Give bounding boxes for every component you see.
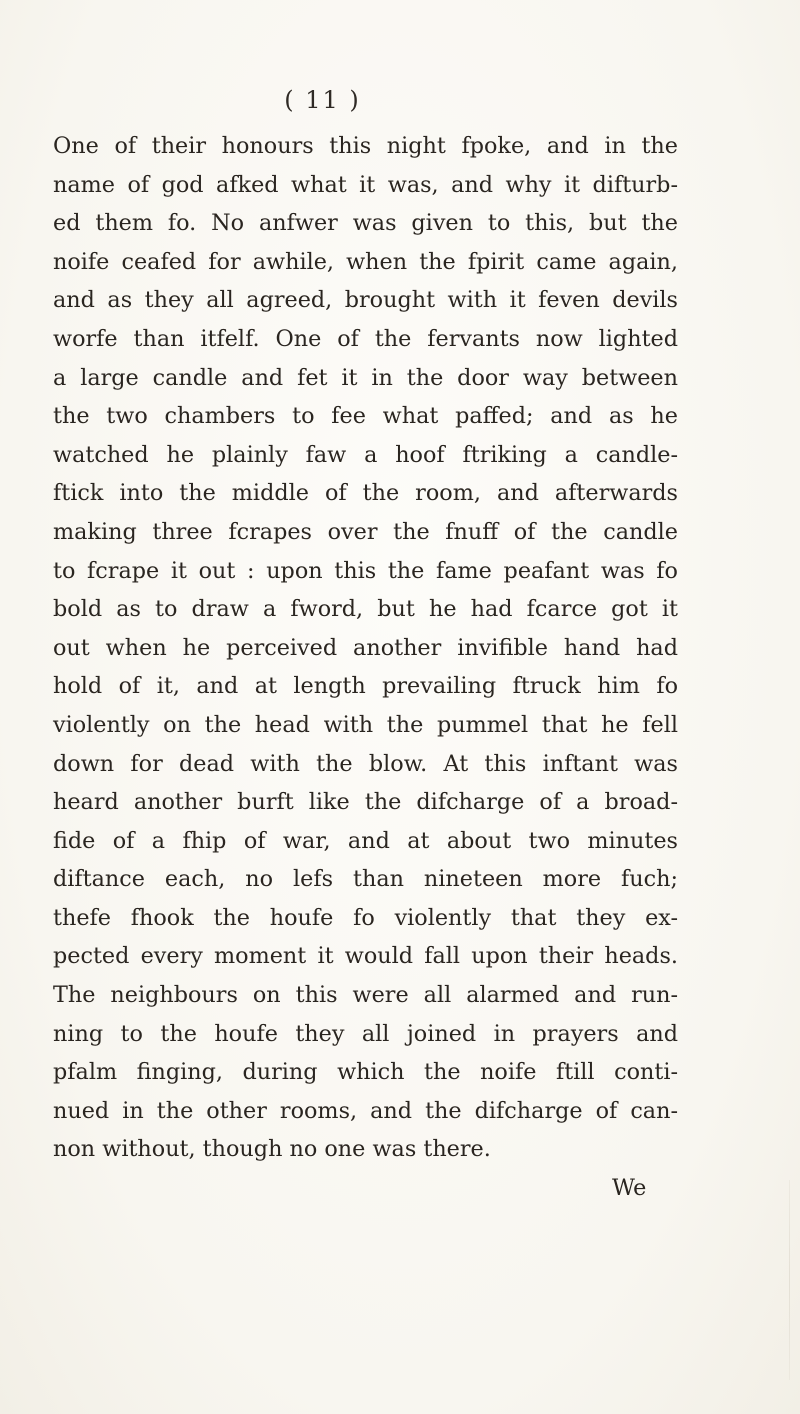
text-line: down for dead with the blow. At this inftant was bbox=[53, 750, 678, 777]
text-line: worfe than itfelf. One of the fervants now lighted bbox=[53, 325, 678, 352]
text-line: fide of a fhip of war, and at about two minutes bbox=[53, 827, 678, 854]
text-line: The neighbours on this were all alarmed and run- bbox=[53, 982, 678, 1009]
text-line: noife ceafed for awhile, when the fpirit came again, bbox=[53, 248, 678, 275]
text-line: a large candle and fet it in the door way between bbox=[53, 364, 678, 391]
text-line: watched he plainly faw a hoof ftriking a candle- bbox=[53, 441, 678, 468]
text-line: pected every moment it would fall upon their heads. bbox=[53, 943, 678, 970]
text-line: One of their honours this night fpoke, and in the bbox=[53, 133, 678, 159]
text-line: pfalm finging, during which the noife ftill conti- bbox=[53, 1059, 678, 1086]
text-line: hold of it, and at length prevailing ftruck him fo bbox=[53, 673, 678, 700]
text-line: thefe fhook the houfe fo violently that they ex- bbox=[53, 904, 678, 931]
text-line: and as they all agreed, brought with it feven devils bbox=[53, 287, 678, 314]
page-edge-shadow bbox=[789, 1180, 790, 1380]
text-line: non without, though no one was there. bbox=[53, 1136, 491, 1163]
text-line: making three fcrapes over the fnuff of the candle bbox=[53, 518, 678, 545]
text-line: ftick into the middle of the room, and afterwards bbox=[53, 480, 678, 507]
text-line: the two chambers to fee what paffed; and as he bbox=[53, 403, 678, 430]
text-line: ning to the houfe they all joined in prayers and bbox=[53, 1020, 678, 1047]
text-line: name of god afked what it was, and why it difturb- bbox=[53, 171, 678, 198]
body-text bbox=[53, 127, 678, 1169]
text-line: ed them fo. No anfwer was given to this, but the bbox=[53, 210, 678, 237]
catchword: We bbox=[612, 1175, 647, 1201]
text-line: heard another burft like the difcharge of a broad- bbox=[53, 789, 678, 816]
text-line: bold as to draw a fword, but he had fcarce got it bbox=[53, 596, 678, 623]
text-line: nued in the other rooms, and the difcharge of can- bbox=[53, 1097, 678, 1124]
text-line: diftance each, no lefs than nineteen more fuch; bbox=[53, 866, 678, 893]
text-line: out when he perceived another invifible hand had bbox=[53, 634, 678, 661]
page-number: ( 11 ) bbox=[284, 86, 361, 114]
text-line: violently on the head with the pummel that he fell bbox=[53, 711, 678, 738]
text-line: to fcrape it out : upon this the fame peafant was fo bbox=[53, 557, 678, 584]
